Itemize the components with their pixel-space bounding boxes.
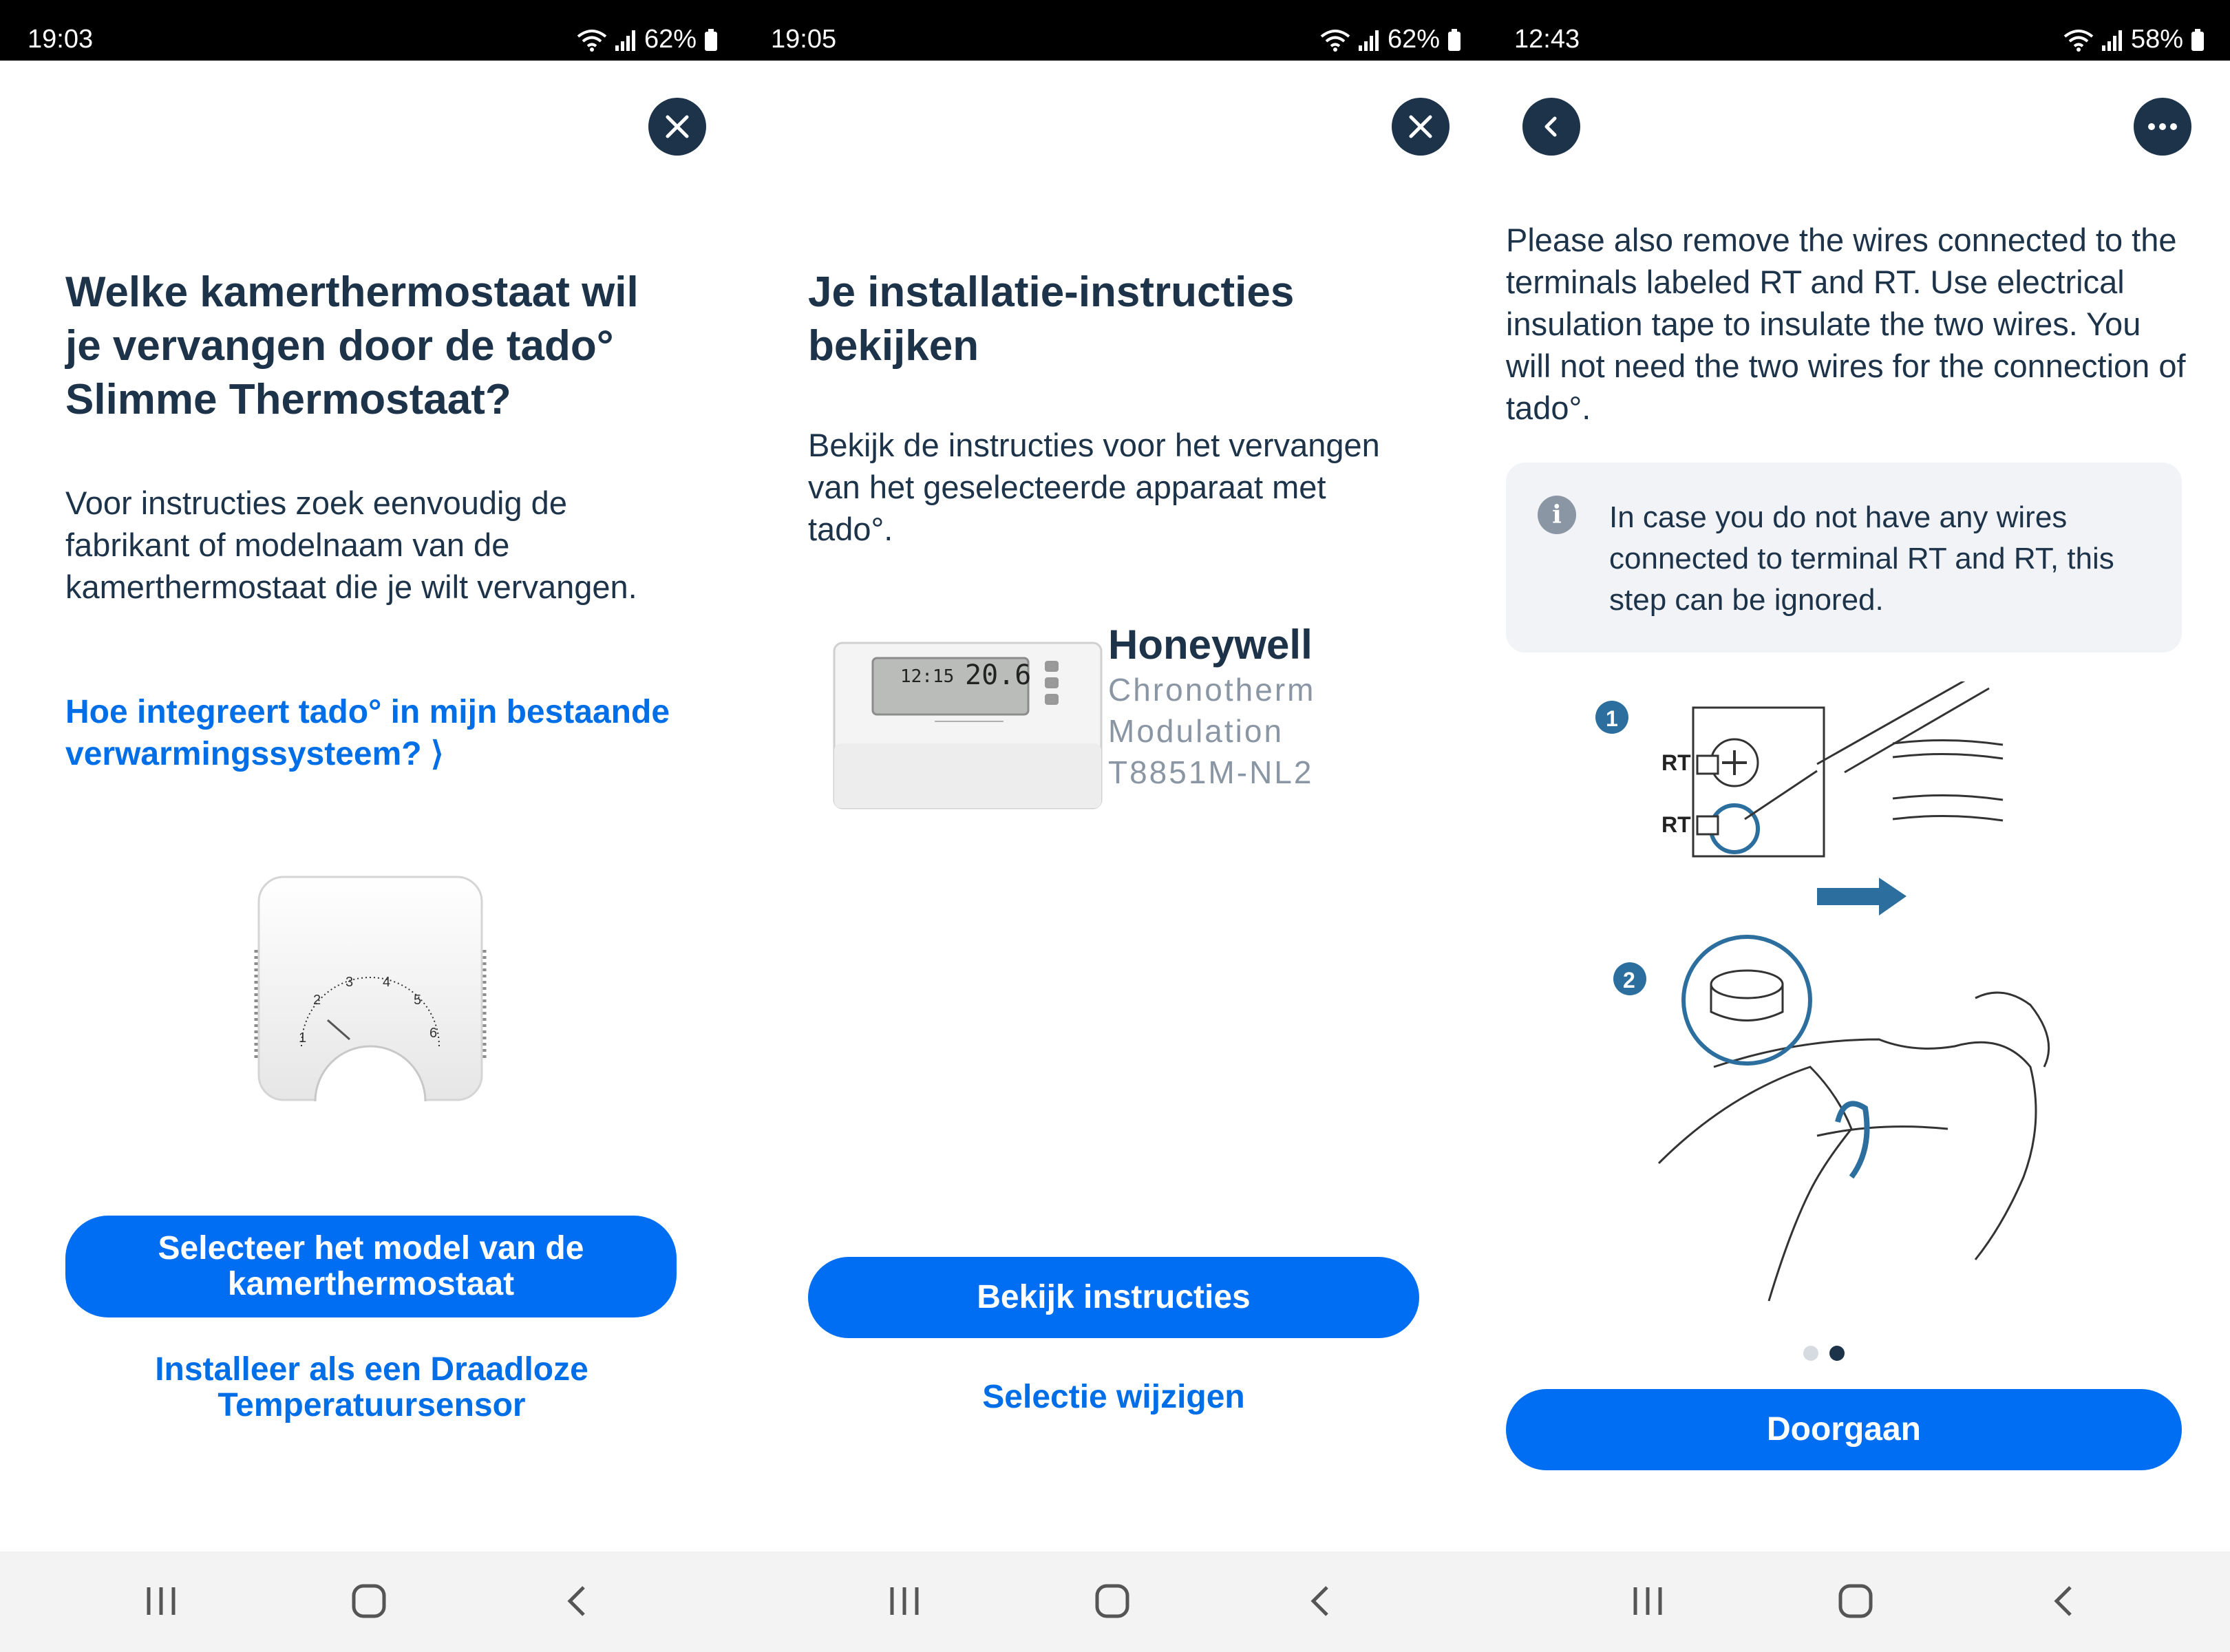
terminal-label-top: RT: [1661, 750, 1691, 775]
signal-icon: [615, 29, 636, 51]
close-icon: [663, 113, 691, 140]
continue-button[interactable]: Doorgaan: [1506, 1389, 2182, 1470]
status-bar: [1487, 0, 2230, 61]
signal-icon: [2102, 29, 2123, 51]
status-time: 12:43: [1514, 25, 1580, 54]
recents-icon[interactable]: [1631, 1582, 1664, 1620]
step-1-badge: 1: [1606, 706, 1618, 731]
back-icon: [1538, 113, 1565, 140]
system-nav-bar: [0, 1552, 743, 1652]
terminal-label-bottom: RT: [1661, 812, 1691, 837]
battery-icon: [705, 29, 717, 51]
close-icon: [1407, 113, 1434, 140]
wifi-icon: [2063, 28, 2094, 52]
screen-select-thermostat: [0, 0, 743, 1652]
more-options-button[interactable]: [2134, 98, 2191, 156]
battery-percent: 62%: [1387, 25, 1440, 54]
instructions-text: Bekijk de instructies voor het vervangen van het geselecteerde apparaat met tado°.: [808, 427, 1380, 547]
product-brand: Honeywell: [1108, 622, 1313, 668]
instructions-text: Voor instructies zoek eenvoudig de fabrikant of modelnaam van de kamerthermostaat die je wilt vervangen.: [65, 485, 637, 605]
nav-back-icon[interactable]: [2050, 1582, 2077, 1620]
system-nav-bar: [1487, 1552, 2230, 1652]
info-icon: i: [1538, 496, 1576, 534]
status-bar: [743, 0, 1487, 61]
close-button[interactable]: [648, 98, 706, 156]
screen-wiring-step: [1487, 0, 2230, 1652]
dial-number-1: 1: [299, 1030, 307, 1046]
wiring-diagram: [1590, 681, 2099, 1315]
product-model: Chronotherm Modulation T8851M-NL2: [1108, 672, 1316, 790]
dial-number-3: 3: [346, 975, 354, 990]
page-title: Welke kamerthermostaat wil je vervangen door de tado° Slimme Thermostaat?: [65, 268, 639, 423]
info-box: [1506, 463, 2182, 653]
battery-percent: 58%: [2130, 25, 2183, 54]
nav-back-icon[interactable]: [563, 1582, 591, 1620]
status-bar: [0, 0, 743, 61]
install-as-sensor-button[interactable]: Installeer als een Draadloze Temperatuursensor: [155, 1351, 588, 1423]
dial-number-5: 5: [414, 993, 422, 1008]
back-button[interactable]: [1522, 98, 1580, 156]
recents-icon[interactable]: [145, 1582, 178, 1620]
dial-number-6: 6: [429, 1026, 438, 1041]
dial-thermostat-image: [253, 874, 487, 1108]
status-time: 19:03: [28, 25, 94, 54]
home-icon[interactable]: [1093, 1582, 1132, 1620]
more-icon: [2146, 122, 2179, 131]
dial-number-4: 4: [383, 975, 391, 990]
signal-icon: [1359, 29, 1379, 51]
integration-help-link[interactable]: Hoe integreert tado° in mijn bestaande verwarmingssysteem? ⟩: [65, 694, 670, 772]
home-icon[interactable]: [1836, 1582, 1875, 1620]
wifi-icon: [1320, 28, 1350, 52]
select-model-button[interactable]: Selecteer het model van de kamerthermostaat: [65, 1216, 677, 1317]
change-selection-button[interactable]: Selectie wijzigen: [982, 1379, 1245, 1415]
nav-back-icon[interactable]: [1306, 1582, 1334, 1620]
battery-percent: 62%: [644, 25, 697, 54]
device-display-time: 12:15: [900, 666, 955, 687]
close-button[interactable]: [1392, 98, 1450, 156]
home-icon[interactable]: [350, 1582, 388, 1620]
system-nav-bar: [743, 1552, 1487, 1652]
status-time: 19:05: [771, 25, 837, 54]
view-instructions-button[interactable]: Bekijk instructies: [808, 1257, 1419, 1338]
step-2-badge: 2: [1623, 968, 1635, 993]
device-display-temp: 20.6: [965, 659, 1032, 691]
recents-icon[interactable]: [888, 1582, 921, 1620]
page-title: Je installatie-instructies bekijken: [808, 268, 1295, 370]
pagination-dot-1[interactable]: [1803, 1346, 1818, 1361]
battery-icon: [1448, 29, 1461, 51]
wifi-icon: [577, 28, 607, 52]
pagination-dot-2-active[interactable]: [1829, 1346, 1845, 1361]
step-instructions-text: Please also remove the wires connected to the terminals labeled RT and RT. Use electrical insulation tape to insulate the two wires. You will not need the two wires for the connection of tado°.: [1506, 222, 2186, 426]
info-text: In case you do not have any wires connected to terminal RT and RT, this step can be ignored.: [1609, 500, 2114, 617]
pagination-dots: [1803, 1346, 1845, 1361]
screen-view-instructions: [743, 0, 1487, 1652]
dial-number-2: 2: [313, 993, 321, 1008]
battery-icon: [2191, 29, 2204, 51]
